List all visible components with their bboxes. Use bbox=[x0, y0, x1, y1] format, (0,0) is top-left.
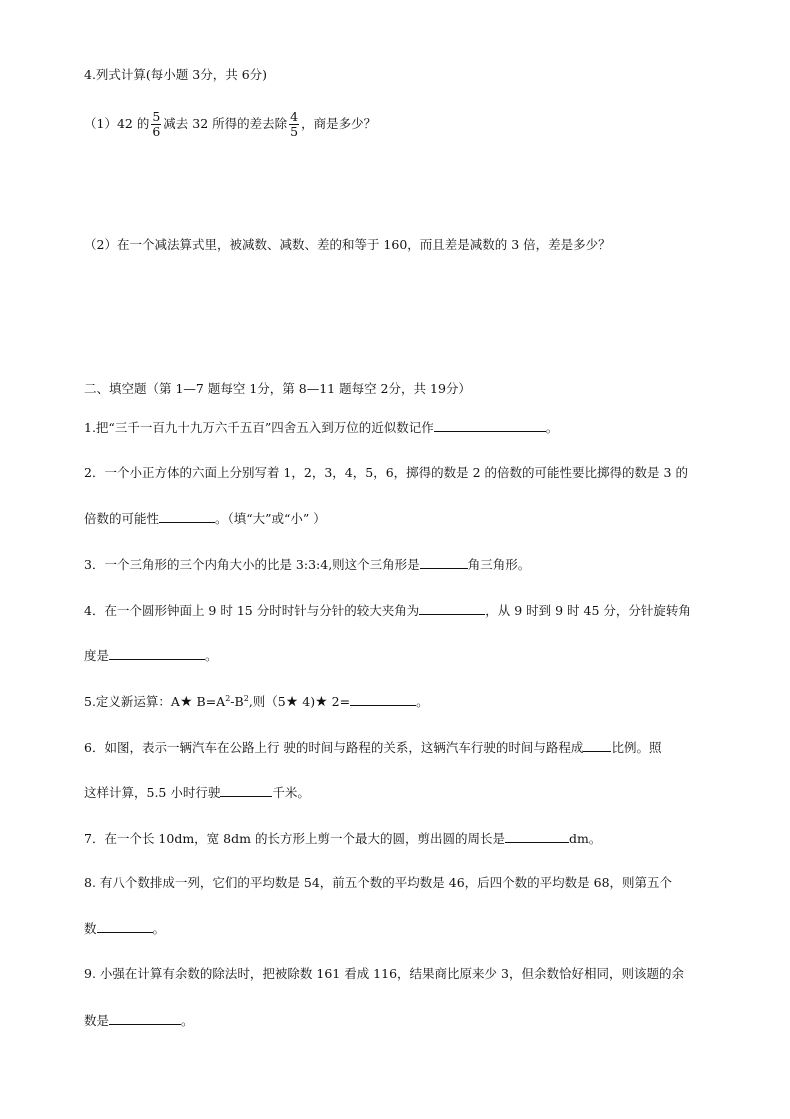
fraction-4-5: $\frac{4}{5}$ bbox=[290, 109, 299, 139]
fill-question-6-line2: 这样计算，5.5 小时行驶 千米。 bbox=[84, 785, 310, 800]
fill-question-8-line1: 8. 有八个数排成一列，它们的平均数是 54，前五个数的平均数是 46，后四个数的平均数是 68，则第五个 bbox=[84, 875, 673, 890]
answer-blank[interactable] bbox=[109, 647, 205, 660]
fill-question-1: 1.把“三千一百九十九万六千五百”四舍五入到万位的近似数记作 。 bbox=[84, 420, 559, 435]
fill-question-7: 7．在一个长 10dm，宽 8dm 的长方形上剪一个最大的圆，剪出圆的周长是 dm。 bbox=[84, 831, 602, 846]
section4-title: 4.列式计算(每小题 3分，共 6分) bbox=[84, 67, 268, 82]
star-icon: ★ bbox=[315, 694, 328, 710]
star-icon: ★ bbox=[179, 694, 193, 710]
fill-question-2-line1: 2．一个小正方体的六面上分别写着 1，2，3，4，5，6，掷得的数是 2 的倍数的可能性要比掷得的数是 3 的 bbox=[84, 465, 688, 480]
fill-question-9-line2: 数是 。 bbox=[84, 1013, 194, 1028]
answer-blank[interactable] bbox=[350, 693, 416, 706]
answer-blank[interactable] bbox=[97, 920, 153, 933]
fill-question-3: 3．一个三角形的三个内角大小的比是 3:3:4,则这个三角形是 角三角形。 bbox=[84, 557, 531, 572]
fill-question-8-line2: 数 。 bbox=[84, 921, 166, 936]
section4-question-1: （1）42 的 $\frac{5}{6}$ 减去 32 所得的差去除 $\frac{4}{5}$ ，商是多少？ bbox=[84, 109, 377, 139]
section4-question-2: （2）在一个减法算式里，被减数、减数、差的和等于 160，而且差是减数的 3 倍，差是多少？ bbox=[84, 237, 611, 252]
answer-blank[interactable] bbox=[159, 510, 215, 523]
fill-question-4-line2: 度是 。 bbox=[84, 648, 218, 663]
answer-blank[interactable] bbox=[434, 419, 546, 432]
fill-question-9-line1: 9. 小强在计算有余数的除法时，把被除数 161 看成 116，结果商比原来少 3，但余数恰好相同，则该题的余 bbox=[84, 966, 684, 981]
answer-blank[interactable] bbox=[109, 1012, 181, 1025]
fill-question-5: 5.定义新运算：A★ $B=A^2-B^2$,则（5★ 4)★ 2= 。 bbox=[84, 693, 429, 710]
fraction-5-6: $\frac{5}{6}$ bbox=[152, 109, 161, 139]
answer-blank[interactable] bbox=[505, 830, 569, 843]
answer-blank[interactable] bbox=[220, 784, 272, 797]
answer-blank[interactable] bbox=[420, 556, 468, 569]
fill-question-2-line2: 倍数的可能性 。（填“大”或“小” ） bbox=[84, 511, 326, 526]
fill-question-6-line1: 6．如图，表示一辆汽车在公路上行 驶的时间与路程的关系，这辆汽车行驶的时间与路程成 比例。照 bbox=[84, 740, 662, 755]
answer-blank[interactable] bbox=[583, 739, 611, 752]
fill-question-4-line1: 4．在一个圆形钟面上 9 时 15 分时时针与分针的较大夹角为 ，从 9 时到 9 时 45 分，分针旋转角 bbox=[84, 603, 691, 618]
answer-blank[interactable] bbox=[419, 602, 485, 615]
section2-title: 二、填空题（第 1—7 题每空 1分，第 8—11 题每空 2分，共 19分） bbox=[84, 381, 471, 396]
star-icon: ★ bbox=[285, 694, 299, 710]
